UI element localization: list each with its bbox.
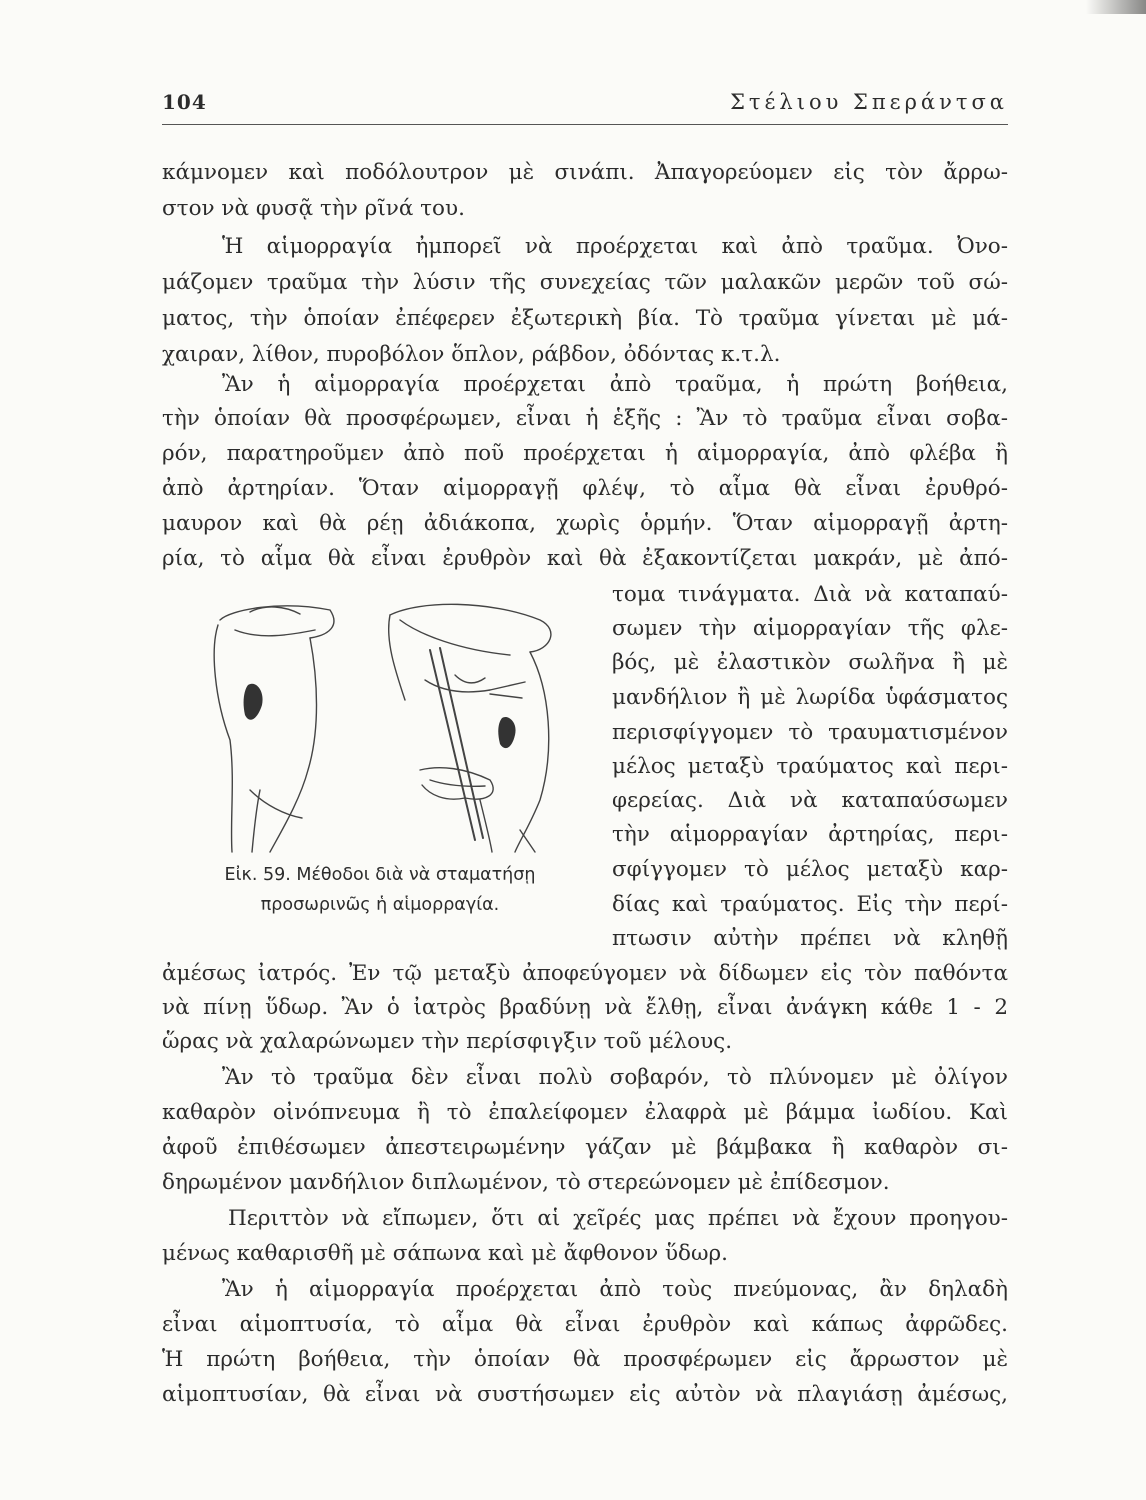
scan-edge-shadow — [1086, 0, 1146, 14]
figure-caption-line: Εἰκ. 59. Μέθοδοι διὰ νὰ σταματήσῃ — [224, 865, 536, 885]
text-line: ὥρας νὰ χαλαρώνωμεν τὴν περίσφιγξιν τοῦ μέλους. — [162, 1029, 733, 1054]
text-line: μένως καθαρισθῆ μὲ σάπωνα καὶ μὲ ἄφθονον ὕδωρ. — [162, 1241, 729, 1266]
figure-caption-line: προσωρινῶς ἡ αἱμορραγία. — [260, 895, 500, 915]
text-line: πτωσιν αὐτὴν πρέπει νὰ κληθῇ — [612, 926, 1008, 951]
text-line: Ἂν ἡ αἱμορραγία προέρχεται ἀπὸ τοὺς πνεύμονας, ἂν δηλαδὴ — [222, 1277, 1008, 1302]
wound-mark — [498, 717, 515, 748]
text-line: Ἂν τὸ τραῦμα δὲν εἶναι πολὺ σοβαρόν, τὸ πλύνομεν μὲ ὀλίγον — [222, 1065, 1008, 1090]
text-line: Ἂν ἡ αἱμορραγία προέρχεται ἀπὸ τραῦμα, ἡ πρώτη βοήθεια, — [222, 372, 1008, 397]
text-line: ρόν, παρατηροῦμεν ἀπὸ ποῦ προέρχεται ἡ αἱμορραγία, ἀπὸ φλέβα ἢ — [162, 441, 1008, 466]
text-line: τὴν ὁποίαν θὰ προσφέρωμεν, εἶναι ἡ ἑξῆς : Ἂν τὸ τραῦμα εἶναι σοβα- — [162, 406, 1008, 431]
text-line: μέλος μεταξὺ τραύματος καὶ περι- — [612, 754, 1008, 779]
text-line: βός, μὲ ἐλαστικὸν σωλῆνα ἢ μὲ — [612, 650, 1008, 675]
figure-illustration — [190, 590, 590, 860]
text-line: αἱμοπτυσίαν, θὰ εἶναι νὰ συστήσωμεν εἰς αὐτὸν νὰ πλαγιάσῃ ἀμέσως, — [162, 1382, 1008, 1407]
running-title: Στέλιου Σπεράντσα — [730, 90, 1008, 114]
text-line: ἀφοῦ ἐπιθέσωμεν ἀπεστειρωμένην γάζαν μὲ βάμβακα ἢ καθαρὸν σι- — [162, 1135, 1008, 1160]
text-line: Περιττὸν νὰ εἴπωμεν, ὅτι αἱ χεῖρές μας πρέπει νὰ ἔχουν προηγου- — [228, 1206, 1008, 1231]
text-line: μάζομεν τραῦμα τὴν λύσιν τῆς συνεχείας τῶν μαλακῶν μερῶν τοῦ σώ- — [162, 270, 1008, 295]
text-line: κάμνομεν καὶ ποδόλουτρον μὲ σινάπι. Ἀπαγορεύομεν εἰς τὸν ἄρρω- — [162, 160, 1008, 185]
text-line: μαυρον καὶ θὰ ρέῃ ἀδιάκοπα, χωρὶς ὁρμήν. Ὅταν αἱμορραγῇ ἀρτη- — [162, 511, 1008, 536]
text-line: φερείας. Διὰ νὰ καταπαύσωμεν — [612, 788, 1008, 813]
text-line: περισφίγγομεν τὸ τραυματισμένον — [612, 720, 1008, 745]
text-line: μανδήλιον ἢ μὲ λωρίδα ὑφάσματος — [612, 685, 1008, 710]
page-header — [162, 90, 1008, 125]
text-line: τὴν αἱμορραγίαν ἀρτηρίας, περι- — [612, 822, 1008, 847]
text-line: εἶναι αἱμοπτυσία, τὸ αἷμα θὰ εἶναι ἐρυθρὸν καὶ κάπως ἀφρῶδες. — [162, 1312, 1008, 1337]
text-line: καθαρὸν οἰνόπνευμα ἢ τὸ ἐπαλείφομεν ἐλαφρὰ μὲ βάμμα ἰωδίου. Καὶ — [162, 1100, 1008, 1125]
text-line: νὰ πίνῃ ὕδωρ. Ἂν ὁ ἰατρὸς βραδύνῃ νὰ ἔλθῃ, εἶναι ἀνάγκη κάθε 1 - 2 — [162, 995, 1008, 1020]
bleeding-control-drawing — [190, 590, 590, 860]
text-line: Ἡ πρώτη βοήθεια, τὴν ὁποίαν θὰ προσφέρωμεν εἰς ἄρρωστον μὲ — [162, 1347, 1008, 1372]
text-line: δηρωμένον μανδήλιον διπλωμένον, τὸ στερεώνομεν μὲ ἐπίδεσμον. — [162, 1170, 890, 1195]
text-line: στον νὰ φυσᾷ τὴν ρῖνά του. — [162, 196, 465, 221]
text-line: σφίγγομεν τὸ μέλος μεταξὺ καρ- — [612, 857, 1008, 882]
page-number: 104 — [162, 90, 207, 114]
text-line: ρία, τὸ αἷμα θὰ εἶναι ἐρυθρὸν καὶ θὰ ἐξακοντίζεται μακράν, μὲ ἀπό- — [162, 546, 1008, 571]
text-line: δίας καὶ τραύματος. Εἰς τὴν περί- — [612, 892, 1008, 917]
text-line: Ἡ αἱμορραγία ἠμπορεῖ νὰ προέρχεται καὶ ἀπὸ τραῦμα. Ὀνο- — [222, 234, 1008, 259]
text-line: χαιραν, λίθον, πυροβόλον ὅπλον, ράβδον, ὀδόντας κ.τ.λ. — [162, 342, 781, 367]
text-line: ἀπὸ ἀρτηρίαν. Ὅταν αἱμορραγῇ φλέψ, τὸ αἷμα θὰ εἶναι ἐρυθρό- — [162, 476, 1008, 501]
text-line: ἀμέσως ἰατρός. Ἐν τῷ μεταξὺ ἀποφεύγομεν νὰ δίδωμεν εἰς τὸν παθόντα — [162, 961, 1008, 986]
text-line: σωμεν τὴν αἱμορραγίαν τῆς φλε- — [612, 616, 1008, 641]
text-line: ματος, τὴν ὁποίαν ἐπέφερεν ἐξωτερικὴ βία. Τὸ τραῦμα γίνεται μὲ μά- — [162, 306, 1008, 331]
wound-mark — [244, 684, 263, 720]
text-line: τομα τινάγματα. Διὰ νὰ καταπαύ- — [612, 582, 1008, 607]
